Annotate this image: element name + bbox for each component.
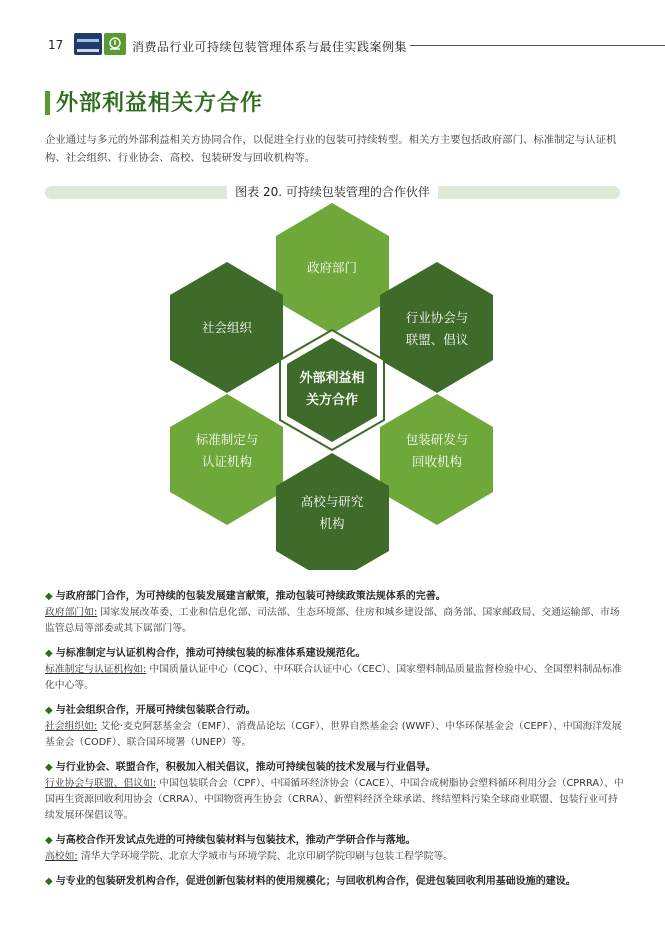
bullet-body [45,776,625,824]
bullet-head [45,833,625,849]
publisher-logo [74,33,102,55]
hex-label-assoc-line2: 联盟、倡议 [405,332,469,347]
bullet-item [45,833,625,865]
bullet-item [45,703,625,751]
bullet-head [45,646,625,662]
hex-label-center [282,368,382,412]
page-header [0,0,665,72]
bullet-item [45,589,625,637]
figure-caption-text: 图表 20. 可持续包装管理的合作伙伴 [227,185,438,199]
hex-label-university [282,491,382,535]
bullet-key: 标准制定与认证机构如: [45,664,147,675]
partner-bullet-list [45,589,625,890]
bullet-item [45,646,625,694]
bullet-body [45,849,625,865]
hex-label-packaging-line2: 回收机构 [411,454,462,469]
bullet-body-text: 清华大学环境学院、北京大学城市与环境学院、北京印刷学院印刷与包装工程学院等。 [77,851,454,862]
bullet-body [45,719,625,751]
bullet-head [45,760,625,776]
diamond-bullet-icon: ◆ [45,705,53,716]
hex-label-center-line2: 关方合作 [305,393,358,408]
diamond-bullet-icon: ◆ [45,591,53,602]
hex-label-assoc [387,307,487,351]
page-number: 17 [48,38,64,52]
diamond-bullet-icon: ◆ [45,648,53,659]
hex-label-university-line2: 机构 [319,516,345,531]
figure-caption [0,183,665,200]
section-title-accent [45,91,50,115]
bullet-head-text: 与社会组织合作，开展可持续包装联合行动。 [55,705,256,716]
section-title: 外部利益相关方合作 [56,91,264,116]
bullet-key: 行业协会与联盟、倡议如: [45,778,157,789]
header-divider [410,45,665,46]
hex-label-standards-line2: 认证机构 [201,454,252,469]
hex-label-packaging-line1: 包装研发与 [405,432,469,447]
bullet-body [45,662,625,694]
bullet-body [45,605,625,637]
bullet-body-text: 中国质量认证中心（CQC）、中环联合认证中心（CEC）、国家塑料制品质量监督检验中心、全国塑料制品标准化中心等。 [45,664,622,691]
hex-label-government: 政府部门 [306,260,357,275]
bullet-head-text: 与标准制定与认证机构合作，推动可持续包装的标准体系建设规范化。 [55,648,366,659]
bullet-item [45,760,625,824]
intro-paragraph: 企业通过与多元的外部利益相关方协同合作，以促进全行业的包装可持续转型。相关方主要包括政府部门、标准制定与认证机构、社会组织、行业协会、高校、包装研发与回收机构等。 [45,134,617,164]
bullet-key: 高校如: [45,851,78,862]
partner-logo [104,33,126,55]
bullet-head [45,874,625,890]
bullet-key: 社会组织如: [45,721,98,732]
bullet-body-text: 国家发展改革委、工业和信息化部、司法部、生态环境部、住房和城乡建设部、商务部、国家邮政局、交通运输部、市场监管总局等部委或其下属部门等。 [45,607,620,634]
bullet-key: 政府部门如: [45,607,98,618]
bullet-head-text: 与行业协会、联盟合作，积极加入相关倡议，推动可持续包装的技术发展与行业倡导。 [55,762,436,773]
running-title: 消费品行业可持续包装管理体系与最佳实践案例集 [132,40,408,54]
diamond-bullet-icon: ◆ [45,876,53,887]
partner-hex-diagram [0,200,665,570]
bullet-head [45,703,625,719]
diamond-bullet-icon: ◆ [45,835,53,846]
hex-label-assoc-line1: 行业协会与 [405,310,469,325]
bullet-head [45,589,625,605]
hex-label-standards [177,429,277,473]
hex-label-university-line1: 高校与研究 [300,494,364,509]
hex-label-packaging [387,429,487,473]
bullet-head-text: 与高校合作开发试点先进的可持续包装材料与包装技术，推动产学研合作与落地。 [55,835,416,846]
bullet-item [45,874,625,890]
bullet-head-text: 与专业的包装研发机构合作，促进创新包装材料的使用规模化；与回收机构合作，促进包装回收利用基础设施的建设。 [55,876,576,887]
bullet-body-text: 中国包装联合会（CPF）、中国循环经济协会（CACE）、中国合成树脂协会塑料循环利用分会（CPRRA）、中国再生资源回收利用协会（CRRA）、中国物资再生协会（CRRA）、新塑料经济全球承诺、终结塑料污染全球商业联盟、包装行业可持续发展环保倡议等。 [45,778,624,821]
bullet-head-text: 与政府部门合作，为可持续的包装发展建言献策，推动包装可持续政策法规体系的完善。 [55,591,446,602]
hex-label-social: 社会组织 [201,320,252,335]
hex-label-center-line1: 外部利益相 [299,371,365,386]
diamond-bullet-icon: ◆ [45,762,53,773]
bullet-body-text: 艾伦·麦克阿瑟基金会（EMF）、消费品论坛（CGF）、世界自然基金会 (WWF）、中华环保基金会（CEPF）、中国海洋发展基金会（CODF）、联合国环境署（UNEP）等。 [45,721,622,748]
hex-label-standards-line1: 标准制定与 [195,432,259,447]
